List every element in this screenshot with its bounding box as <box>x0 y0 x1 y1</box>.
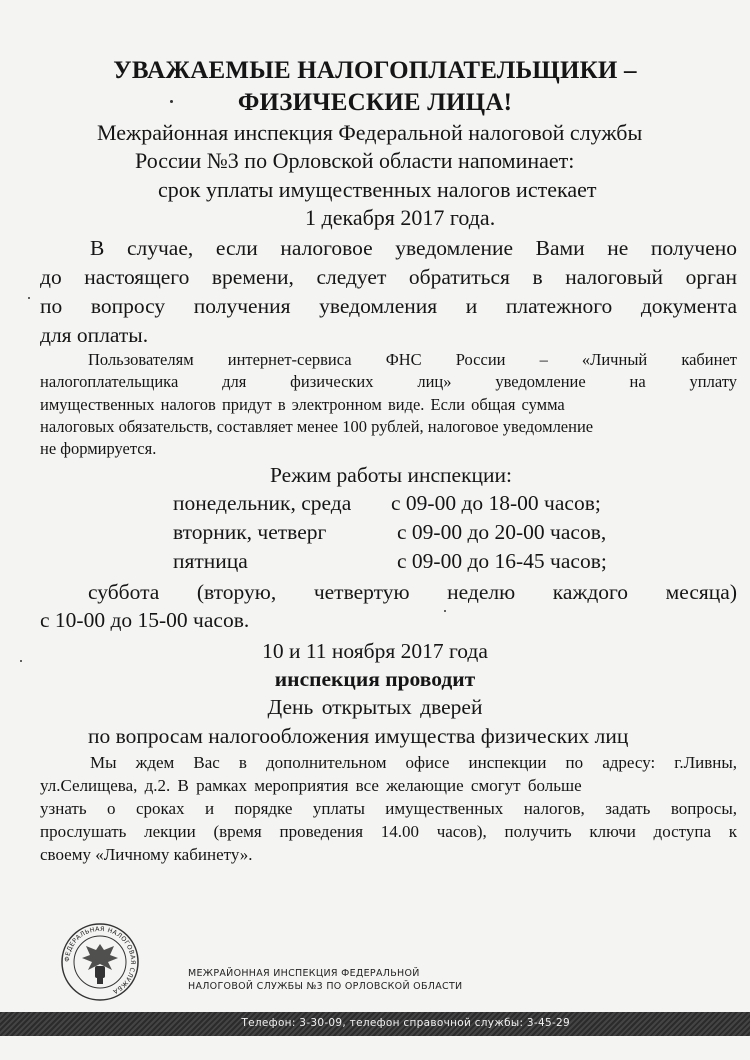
footer-org-line-2: НАЛОГОВОЙ СЛУЖБЫ №3 ПО ОРЛОВСКОЙ ОБЛАСТИ <box>188 981 463 992</box>
open-day-topic: по вопросам налогообложения имущества физических лиц <box>88 724 629 748</box>
scan-speck <box>28 297 30 299</box>
notice-line: В случае, если налоговое уведомление Вами не получено <box>90 236 737 260</box>
tax-service-emblem-icon <box>60 922 140 1002</box>
emblem-ring-text: ФЕДЕРАЛЬНАЯ НАЛОГОВАЯ СЛУЖБА <box>63 925 137 995</box>
notice-line: для оплаты. <box>40 323 149 347</box>
schedule-title: Режим работы инспекции: <box>270 463 513 487</box>
schedule-hours: с 09-00 до 20-00 часов, <box>397 520 607 544</box>
open-day-date: 10 и 11 ноября 2017 года <box>262 639 488 663</box>
double-headed-eagle-icon <box>82 944 118 984</box>
open-day-event: День открытых дверей <box>267 695 483 719</box>
intro-line-1: Межрайонная инспекция Федеральной налоговой службы <box>97 120 643 145</box>
online-line: Пользователям интернет-сервиса ФНС России – «Личный кабинет <box>88 350 737 369</box>
intro-line-2: России №3 по Орловской области напоминает: <box>135 148 575 173</box>
heading-line-2: ФИЗИЧЕСКИЕ ЛИЦА! <box>237 89 513 116</box>
closing-line: прослушать лекции (время проведения 14.00 часов), получить ключи доступа к <box>40 822 737 841</box>
schedule-days: вторник, четверг <box>173 520 327 544</box>
saturday-line-1: суббота (вторую, четвертую неделю каждого месяца) <box>88 580 737 604</box>
footer-phone: Телефон: 3-30-09, телефон справочной службы: 3-45-29 <box>241 1017 570 1029</box>
closing-line: ул.Селищева, д.2. В рамках мероприятия все желающие смогут больше <box>40 776 582 795</box>
schedule-hours: с 09-00 до 16-45 часов; <box>397 549 607 573</box>
online-line: налоговых обязательств, составляет менее 100 рублей, налоговое уведомление <box>40 417 594 436</box>
footer-organization <box>188 967 462 993</box>
footer-org-line-1: МЕЖРАЙОННАЯ ИНСПЕКЦИЯ ФЕДЕРАЛЬНОЙ <box>188 968 420 979</box>
intro-line-3: срок уплаты имущественных налогов истекает <box>158 177 597 202</box>
intro-line-4: 1 декабря 2017 года. <box>305 205 496 230</box>
scan-speck <box>444 610 446 612</box>
scan-speck <box>20 660 22 662</box>
closing-line: узнать о сроках и порядке уплаты имущественных налогов, задать вопросы, <box>40 799 737 818</box>
notice-line: по вопросу получения уведомления и платежного документа <box>40 294 737 318</box>
online-line: не формируется. <box>40 439 157 458</box>
notice-line: до настоящего времени, следует обратиться в налоговый орган <box>40 265 737 289</box>
closing-line: Мы ждем Вас в дополнительном офисе инспекции по адресу: г.Ливны, <box>90 753 737 772</box>
schedule-days: пятница <box>173 549 248 573</box>
closing-line: своему «Личному кабинету». <box>40 845 253 864</box>
online-line: имущественных налогов придут в электронном виде. Если общая сумма <box>40 395 565 414</box>
schedule-days: понедельник, среда <box>173 491 352 515</box>
heading-line-1: УВАЖАЕМЫЕ НАЛОГОПЛАТЕЛЬЩИКИ – <box>113 57 637 84</box>
footer-bar <box>0 1012 750 1036</box>
scan-speck <box>170 100 173 103</box>
open-day-conducts: инспекция проводит <box>274 667 476 691</box>
online-line: налогоплательщика для физических лиц» уведомление на уплату <box>40 372 737 391</box>
saturday-line-2: с 10-00 до 15-00 часов. <box>40 608 250 632</box>
schedule-hours: с 09-00 до 18-00 часов; <box>391 491 601 515</box>
